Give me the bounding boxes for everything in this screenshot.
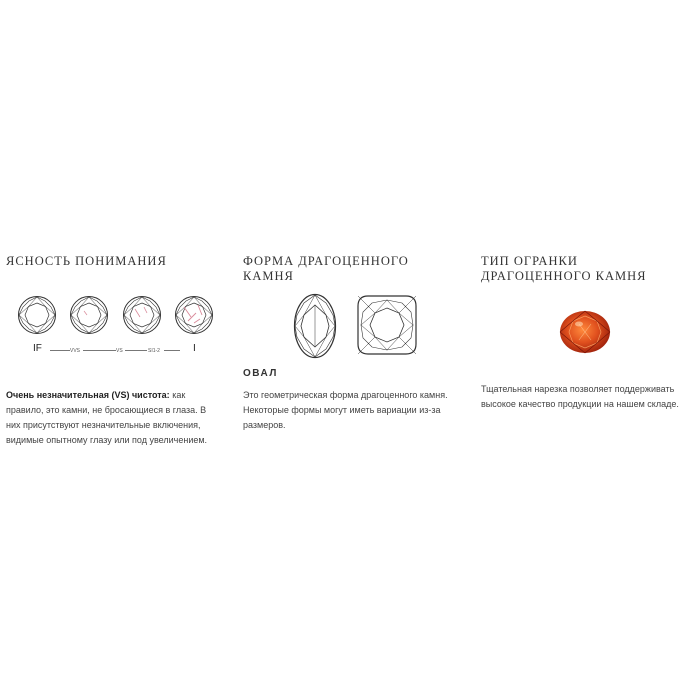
clarity-description-text: как правило, это камни, не бросающиеся в глаза. В них присутствуют незначительные включения, видимые опытному глазу или под увеличением. — [6, 390, 208, 445]
shape-description: Это геометрическая форма драгоценного камня. Некоторые формы могут иметь вариации из-за размеров. — [243, 390, 448, 430]
cut-section — [481, 254, 691, 409]
clarity-section — [6, 254, 216, 445]
scale-line — [83, 350, 116, 351]
clarity-diamond-i-icon — [174, 295, 214, 335]
scale-line — [125, 350, 147, 351]
clarity-diamond-vs-icon — [122, 295, 162, 335]
scale-label-si: SI1-2 — [148, 348, 160, 354]
shape-label: ОВАЛ — [243, 368, 278, 379]
scale-label-if: IF — [33, 343, 42, 354]
oval-shape-icon — [293, 293, 337, 359]
clarity-scale — [6, 254, 216, 374]
cut-description: Тщательная нарезка позволяет поддерживать высокое качество продукции на нашем складе. — [481, 384, 679, 409]
scale-label-i: I — [193, 343, 196, 354]
scale-line — [50, 350, 70, 351]
scale-label-vs: VS — [116, 348, 123, 354]
gem-image — [559, 310, 611, 354]
shape-title: ФОРМА ДРАГОЦЕННОГО КАМНЯ — [243, 254, 409, 283]
shape-section — [243, 254, 453, 430]
scale-line — [164, 350, 180, 351]
clarity-diamond-if-icon — [17, 295, 57, 335]
clarity-diamond-vvs-icon — [69, 295, 109, 335]
clarity-title: ЯСНОСТЬ ПОНИМАНИЯ — [6, 254, 167, 268]
scale-label-vvs: VVS — [70, 348, 81, 354]
clarity-description — [6, 388, 218, 448]
clarity-description-bold: Очень незначительная (VS) чистота: — [6, 390, 170, 400]
cut-title: ТИП ОГРАНКИ ДРАГОЦЕННОГО КАМНЯ — [481, 254, 647, 283]
cushion-shape-icon — [356, 294, 418, 356]
